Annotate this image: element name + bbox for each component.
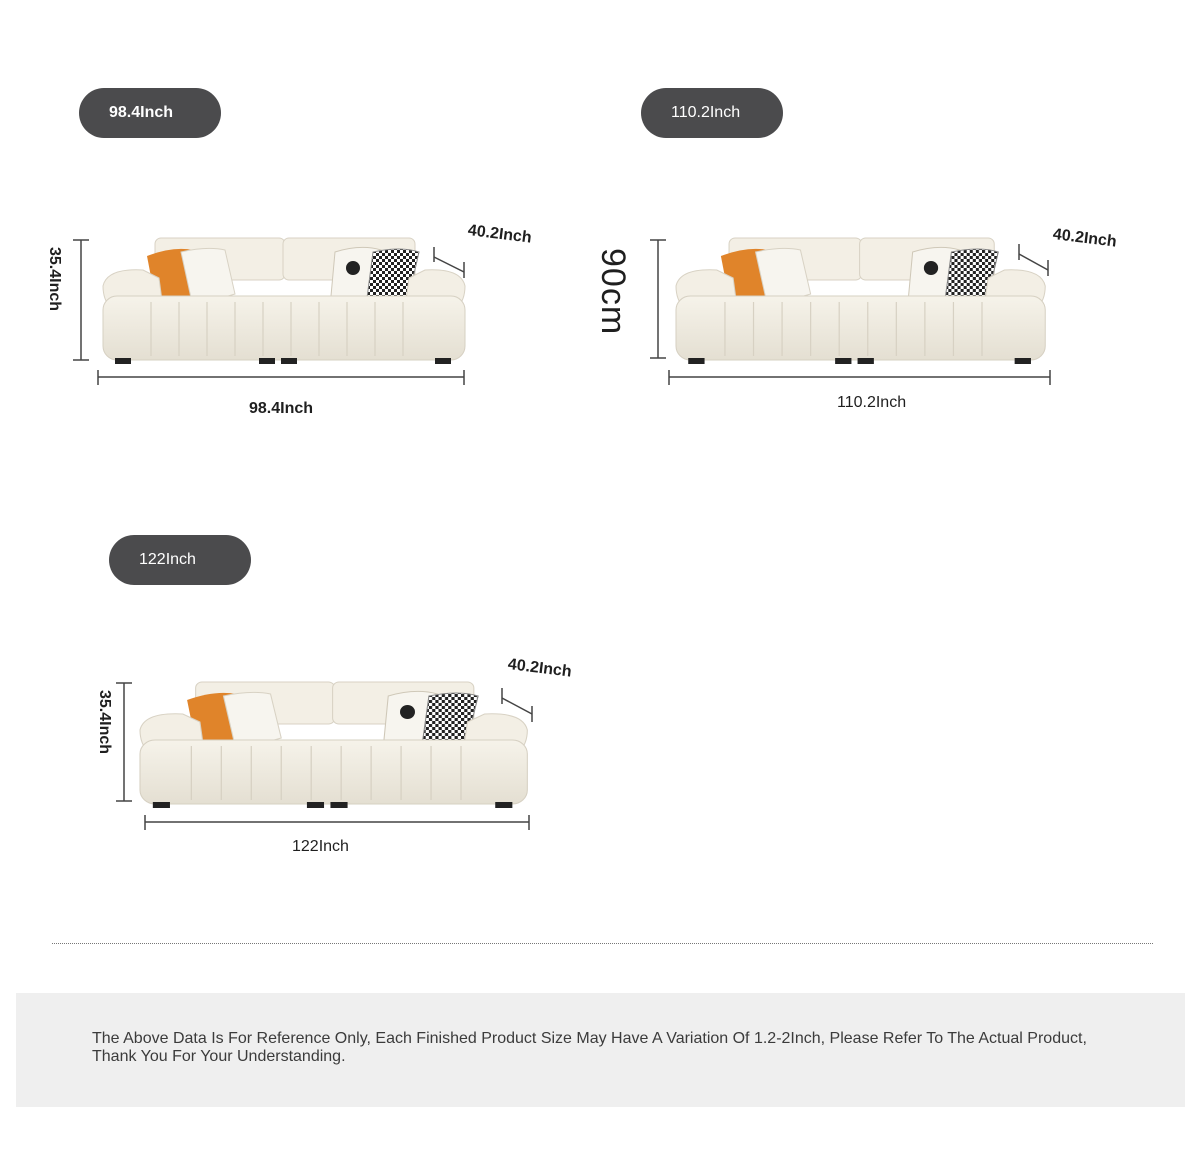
disclaimer-line-2: Thank You For Your Understanding.	[92, 1048, 346, 1065]
height-dimension-line	[650, 240, 666, 358]
width-label: 98.4Inch	[249, 400, 314, 417]
height-label: 35.4Inch	[46, 247, 63, 312]
height-dimension-line	[73, 240, 89, 360]
disclaimer-text	[92, 1030, 1112, 1066]
height-dimension-line	[116, 683, 132, 801]
depth-label: 40.2Inch	[506, 656, 573, 681]
width-dimension-line	[669, 370, 1050, 385]
size-badge-98[interactable]: 98.4Inch	[79, 88, 221, 138]
width-dimension-line	[98, 370, 464, 385]
size-badge-122[interactable]: 122Inch	[109, 535, 251, 585]
disclaimer-line-1: The Above Data Is For Reference Only, Each Finished Product Size May Have A Variation Of 1.2-2Inch, Please Refer To The Actual Product,	[92, 1030, 1087, 1047]
width-label: 122Inch	[292, 838, 349, 855]
height-label: 35.4Inch	[96, 690, 113, 755]
width-label: 110.2Inch	[837, 394, 907, 411]
height-label: 90cm	[594, 248, 632, 336]
depth-label: 40.2Inch	[466, 222, 533, 247]
size-badge-110[interactable]: 110.2Inch	[641, 88, 783, 138]
sofa-image	[140, 682, 527, 808]
depth-label: 40.2Inch	[1051, 226, 1118, 251]
width-dimension-line	[145, 815, 529, 830]
sofa-image	[103, 238, 465, 364]
dotted-divider	[52, 943, 1153, 944]
sofa-image	[676, 238, 1045, 364]
